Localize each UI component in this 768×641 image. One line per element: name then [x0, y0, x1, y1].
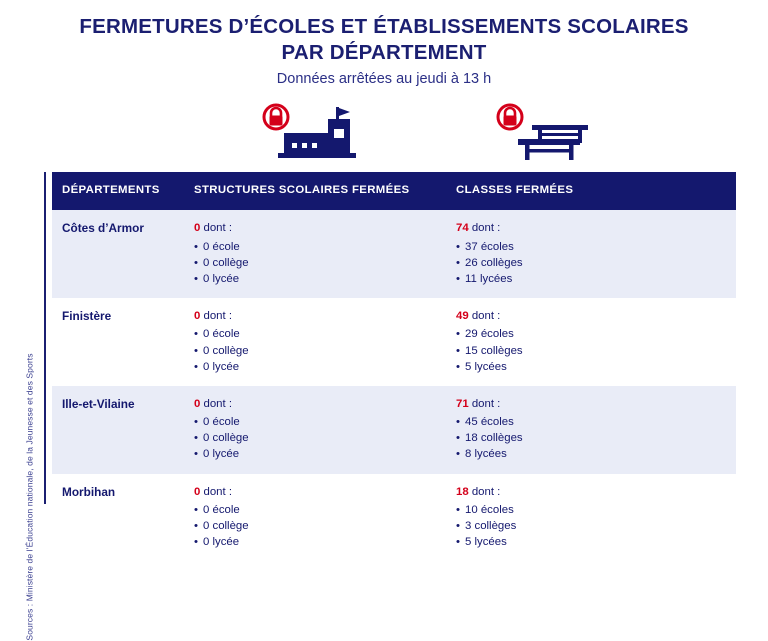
cell-structures: [184, 386, 446, 474]
classes-count: 74: [456, 222, 469, 235]
cell-classes: [446, 210, 736, 298]
structures-lead: [194, 220, 436, 236]
classes-lead-suffix: dont :: [471, 397, 501, 410]
structures-lead: [194, 308, 436, 324]
page-subtitle: Données arrêtées au jeudi à 13 h: [276, 71, 492, 88]
departement-name: Côtes d’Armor: [62, 221, 144, 236]
list-item: • 37 écoles: [456, 239, 726, 255]
structures-lead-suffix: dont :: [203, 310, 233, 323]
cell-classes: [446, 298, 736, 386]
table-header: [52, 172, 736, 210]
structures-lead: [194, 396, 436, 412]
departement-name: Morbihan: [62, 484, 116, 499]
table-row: [52, 474, 736, 562]
list-item: • 0 lycée: [194, 359, 436, 375]
structures-lead: [194, 484, 436, 500]
list-item: • 0 collège: [194, 255, 436, 271]
departement-name: Finistère: [62, 309, 112, 324]
structures-count: 0: [194, 310, 201, 323]
classes-lead: [456, 308, 726, 324]
classes-lead-suffix: dont :: [471, 222, 501, 235]
structures-count: 0: [194, 222, 201, 235]
structures-details: [194, 326, 436, 375]
list-item: • 0 collège: [194, 518, 436, 534]
cell-structures: [184, 474, 446, 562]
classes-details: [456, 239, 726, 288]
classes-count: 71: [456, 397, 469, 410]
cell-classes: [446, 474, 736, 562]
list-item: • 5 lycées: [456, 534, 726, 550]
departement-name: Ille-et-Vilaine: [62, 396, 135, 411]
classes-count: 18: [456, 485, 469, 498]
list-item: • 5 lycées: [456, 359, 726, 375]
table-header-row: [52, 172, 736, 210]
list-item: • 0 école: [194, 326, 436, 342]
cell-structures: [184, 210, 446, 298]
cell-departement: [52, 474, 184, 562]
list-item: • 8 lycées: [456, 446, 726, 462]
list-item: • 0 lycée: [194, 534, 436, 550]
structures-details: [194, 502, 436, 551]
column-header-classes: CLASSES FERMÉES: [446, 172, 736, 210]
column-header-structures: STRUCTURES SCOLAIRES FERMÉES: [184, 172, 446, 210]
cell-departement: [52, 386, 184, 474]
source-text: Sources : Ministère de l’Éducation nationale, de la Jeunesse et des Sports: [25, 353, 35, 641]
school-building-lock-icon: [252, 103, 362, 163]
classes-details: [456, 502, 726, 551]
page-header: [0, 0, 768, 87]
list-item: • 15 collèges: [456, 343, 726, 359]
list-item: • 10 écoles: [456, 502, 726, 518]
classes-lead: [456, 484, 726, 500]
list-item: • 45 écoles: [456, 414, 726, 430]
classes-details: [456, 326, 726, 375]
source-divider: [44, 172, 46, 504]
structures-lead-suffix: dont :: [203, 485, 233, 498]
cell-departement: [52, 210, 184, 298]
classes-details: [456, 414, 726, 463]
table-row: [52, 210, 736, 298]
list-item: • 0 école: [194, 414, 436, 430]
classroom-desks-lock-icon: [488, 103, 598, 163]
table-row: [52, 386, 736, 474]
list-item: • 0 collège: [194, 343, 436, 359]
classes-lead: [456, 396, 726, 412]
closures-table: [52, 172, 736, 561]
cell-structures: [184, 298, 446, 386]
source-label: [22, 172, 38, 641]
cell-classes: [446, 386, 736, 474]
closures-table-wrapper: [52, 172, 736, 561]
list-item: • 0 école: [194, 502, 436, 518]
classes-lead: [456, 220, 726, 236]
structures-lead-suffix: dont :: [203, 222, 233, 235]
table-row: [52, 298, 736, 386]
list-item: • 29 écoles: [456, 326, 726, 342]
classes-lead-suffix: dont :: [471, 485, 501, 498]
structures-details: [194, 414, 436, 463]
list-item: • 3 collèges: [456, 518, 726, 534]
list-item: • 0 école: [194, 239, 436, 255]
page-title: FERMETURES D’ÉCOLES ET ÉTABLISSEMENTS SCOLAIRES PAR DÉPARTEMENT: [79, 15, 689, 64]
column-header-departements: DÉPARTEMENTS: [52, 172, 184, 210]
structures-details: [194, 239, 436, 288]
table-body: [52, 210, 736, 561]
classes-lead-suffix: dont :: [471, 310, 501, 323]
structures-lead-suffix: dont :: [203, 397, 233, 410]
list-item: • 0 lycée: [194, 271, 436, 287]
list-item: • 0 collège: [194, 430, 436, 446]
list-item: • 11 lycées: [456, 271, 726, 287]
list-item: • 18 collèges: [456, 430, 726, 446]
list-item: • 0 lycée: [194, 446, 436, 462]
structures-count: 0: [194, 485, 201, 498]
structures-count: 0: [194, 397, 201, 410]
list-item: • 26 collèges: [456, 255, 726, 271]
icon-strip: [0, 103, 768, 165]
cell-departement: [52, 298, 184, 386]
classes-count: 49: [456, 310, 469, 323]
